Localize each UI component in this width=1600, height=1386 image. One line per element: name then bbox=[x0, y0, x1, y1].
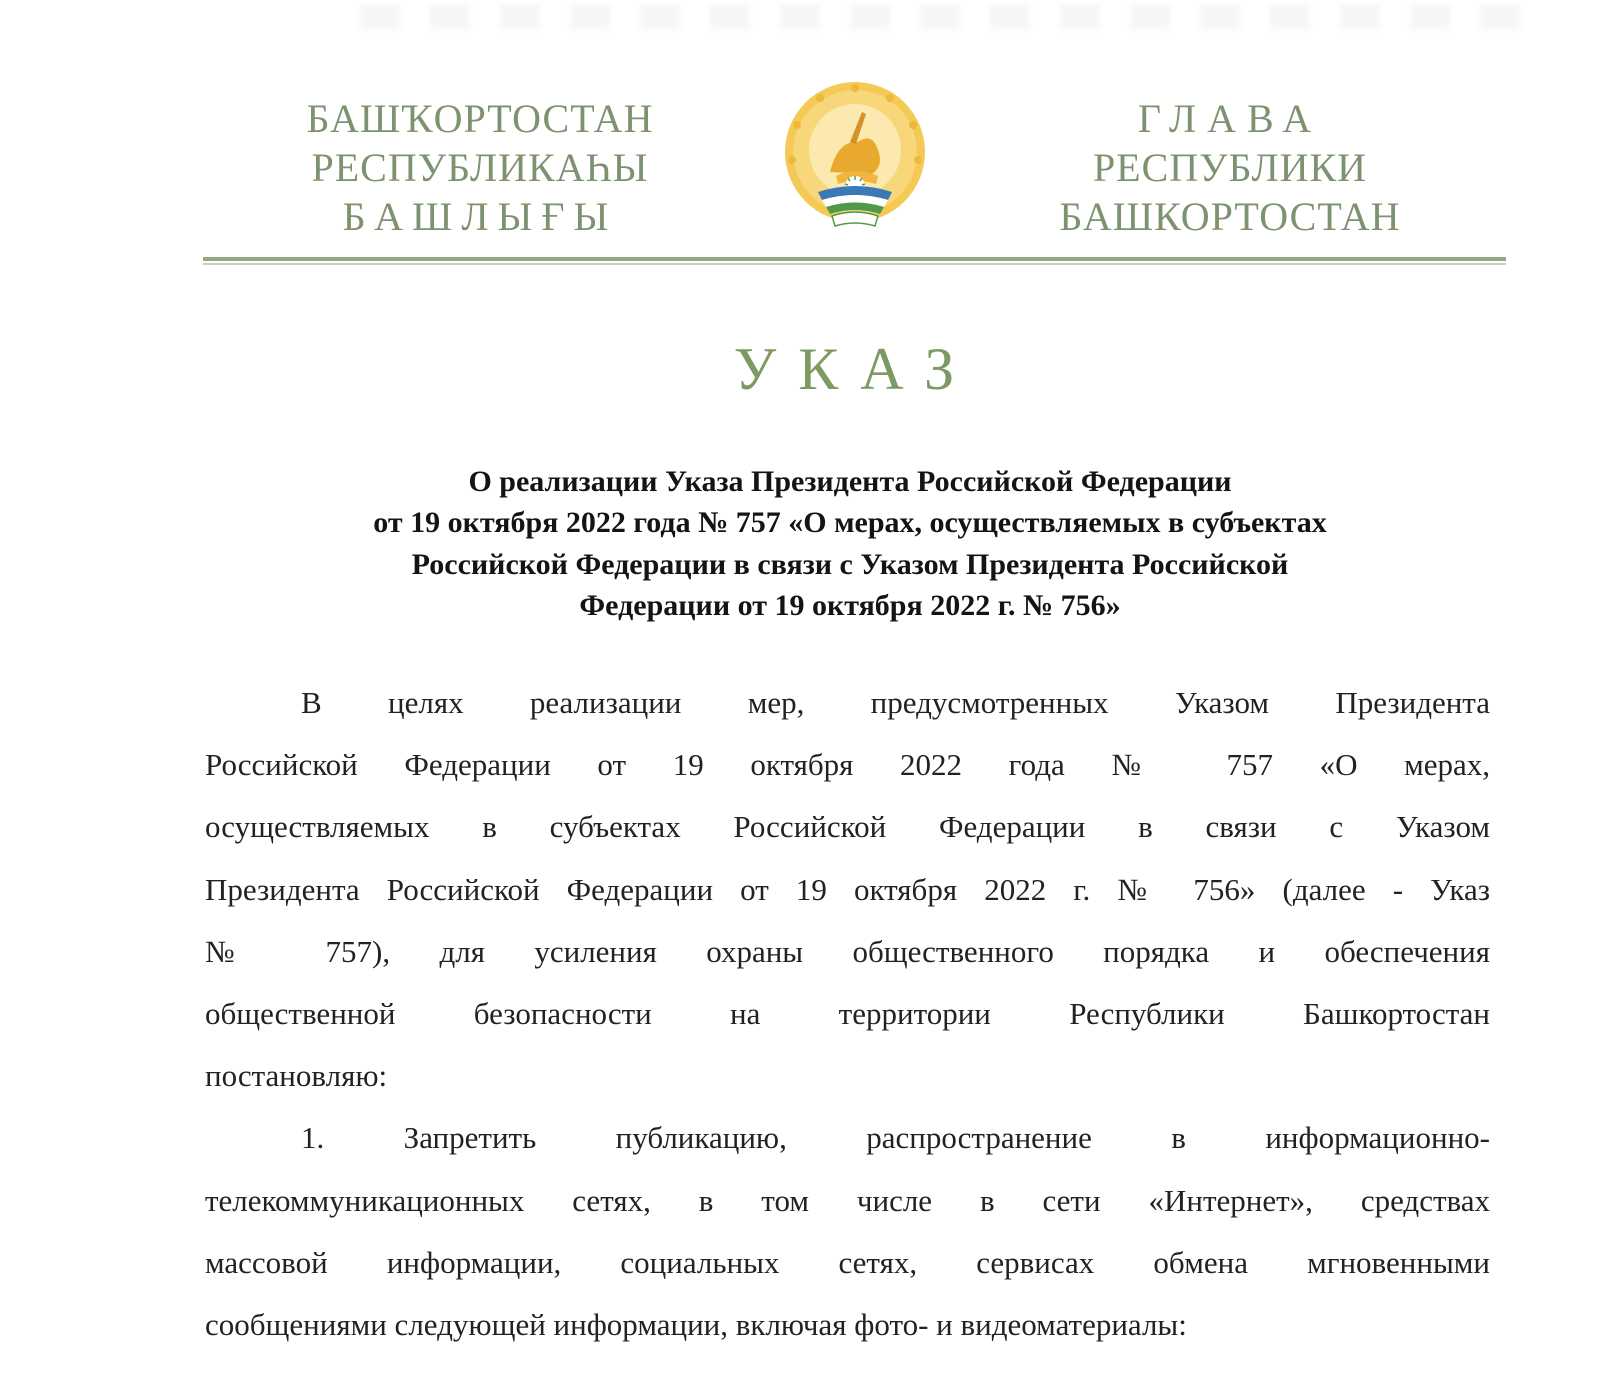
body-line: № 757), для усиления охраны общественного порядка и обеспечения bbox=[205, 933, 1490, 969]
body-line: Президента Российской Федерации от 19 октября 2022 г. № 756» (далее - Указ bbox=[205, 871, 1490, 907]
decree-title-line: от 19 октября 2022 года № 757 «О мерах, осуществляемых в субъектах bbox=[373, 506, 1327, 540]
letterhead-russian-title bbox=[1020, 94, 1440, 241]
letterhead-bashkir-title bbox=[270, 94, 690, 241]
clause-1-paragraph bbox=[205, 1107, 1490, 1356]
preamble-paragraph bbox=[205, 672, 1490, 1107]
body-line: сообщениями следующей информации, включая фото- и видеоматериалы: bbox=[205, 1306, 1187, 1342]
letterhead-left-line-2: РЕСПУБЛИКАҺЫ bbox=[311, 145, 649, 190]
document-type-heading: УКАЗ bbox=[733, 336, 977, 402]
coat-of-arms-icon bbox=[780, 80, 930, 235]
body-line: В целях реализации мер, предусмотренных Указом Президента bbox=[301, 685, 1490, 720]
body-line: осуществляемых в субъектах Российской Федерации в связи с Указом bbox=[205, 809, 1490, 845]
letterhead-right-line-1: ГЛАВА bbox=[1137, 96, 1323, 141]
decree-body bbox=[205, 672, 1490, 1356]
body-line: Российской Федерации от 19 октября 2022 года № 757 «О мерах, bbox=[205, 747, 1490, 783]
letterhead-right-line-3: БАШКОРТОСТАН bbox=[1059, 194, 1401, 239]
letterhead-divider bbox=[203, 257, 1506, 261]
decree-title bbox=[220, 461, 1480, 626]
body-line: общественной безопасности на территории Республики Башкортостан bbox=[205, 995, 1490, 1031]
document-letterhead bbox=[0, 0, 1600, 270]
letterhead-left-line-1: БАШҠОРТОСТАН bbox=[306, 96, 654, 141]
letterhead-left-line-3: БАШЛЫҒЫ bbox=[342, 194, 618, 239]
decree-title-line: О реализации Указа Президента Российской Федерации bbox=[468, 465, 1232, 498]
body-line: телекоммуникационных сетях, в том числе в сети «Интернет», средствах bbox=[205, 1182, 1490, 1218]
letterhead-right-line-2: РЕСПУБЛИКИ bbox=[1092, 145, 1368, 190]
letterhead-divider-secondary bbox=[203, 263, 1506, 265]
decree-title-line: Российской Федерации в связи с Указом Президента Российской bbox=[411, 547, 1289, 581]
body-line: 1. Запретить публикацию, распространение в информационно- bbox=[301, 1120, 1490, 1156]
body-line: постановляю: bbox=[205, 1058, 388, 1094]
decree-title-line: Федерации от 19 октября 2022 г. № 756» bbox=[579, 588, 1121, 622]
body-line: массовой информации, социальных сетях, сервисах обмена мгновенными bbox=[205, 1244, 1490, 1280]
